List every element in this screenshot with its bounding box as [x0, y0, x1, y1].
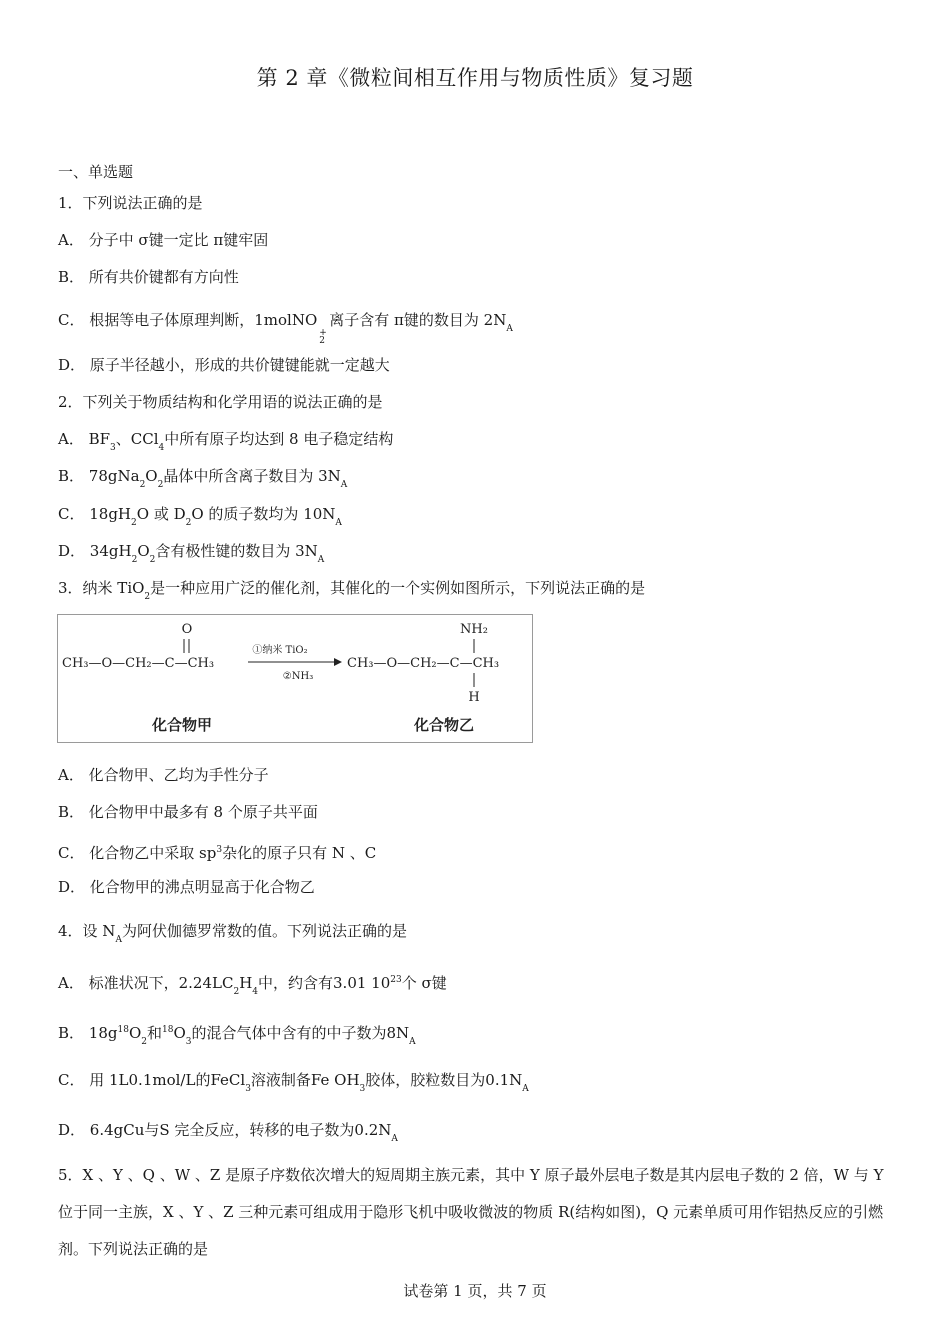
q3-option-c: C． 化合物乙中采取 $sp^3$杂化的原子只有 N 、C	[58, 844, 377, 862]
q1-stem: 1．下列说法正确的是	[58, 194, 203, 212]
q4-stem: 4．设 $N_A$为阿伏伽德罗常数的值。下列说法正确的是	[58, 922, 407, 945]
q3-option-d: D． 化合物甲的沸点明显高于化合物乙	[58, 878, 315, 896]
q3-option-a: A． 化合物甲、乙均为手性分子	[58, 766, 269, 784]
q2-option-c: C． $18gH_2O$ 或 $D_2O$ 的质子数均为 $10N_A$	[58, 505, 342, 528]
q1-c-text-2: 离子含有 π键的数目为 2N	[329, 311, 507, 329]
arrow-condition-2: ②NH₃	[282, 671, 314, 682]
label-compound-b: 化合物乙	[413, 716, 475, 734]
q3-option-b: B． 化合物甲中最多有 8 个原子共平面	[58, 803, 318, 821]
q1-option-a: A． 分子中 σ键一定比 π键牢固	[58, 231, 269, 249]
page-title: 第 2 章《微粒间相互作用与物质性质》复习题	[256, 66, 694, 90]
q4-option-d: D． 6.4gCu与S 完全反应，转移的电子数为$0.2N_A$	[58, 1121, 398, 1144]
section-heading: 一、单选题	[58, 163, 134, 181]
q5-stem: 5．X 、Y 、Q 、W 、Z 是原子序数依次增大的短周期主族元素，其中 Y 原子最外层电子数是其内层电子数的 2 倍，W 与 Y 位于同一主族，X 、Y 、Z 三种元素可组成用于隐形飞机中吸收微波的物质 R(结构如图)，Q 元素单质可用作铝热反应的引燃剂。下列说法正确的是	[58, 1166, 884, 1258]
page-footer: 试卷第 1 页，共 7 页	[403, 1282, 547, 1300]
arrow-condition-1: ①纳米 TiO₂	[252, 645, 308, 656]
right-h: H	[468, 690, 480, 705]
left-formula: CH₃—O—CH₂—C—CH₃	[62, 656, 215, 671]
left-carbonyl-o: O	[181, 622, 193, 637]
q3-stem: 3．纳米 TiO$_2$是一种应用广泛的催化剂，其催化的一个实例如图所示，下列说法正确的是	[58, 579, 646, 602]
q4-option-c: C． 用 1L0.1mol/L的FeCl$_3$溶液制备Fe $OH_3$胶体，胶粒数目为$0.1N_A$	[58, 1071, 529, 1094]
label-compound-a: 化合物甲	[151, 716, 213, 734]
q2-option-d: D． $34gH_2O_2$含有极性键的数目为 $3N_A$	[58, 542, 325, 565]
reaction-figure	[57, 614, 533, 743]
q1-option-b: B． 所有共价键都有方向性	[58, 268, 239, 286]
q4-option-b: B． $18g^{18}O_2$和$^{18}O_3$的混合气体中含有的中子数为$8N_A$	[58, 1024, 416, 1047]
q2-option-b: B． $78gNa_2O_2$晶体中所含离子数目为 $3N_A$	[58, 467, 348, 490]
q1-option-c	[58, 310, 513, 346]
q2-stem: 2．下列关于物质结构和化学用语的说法正确的是	[58, 393, 383, 411]
right-formula: CH₃—O—CH₂—C—CH₃	[347, 656, 500, 671]
q1-c-sub-a: A	[506, 324, 513, 334]
q1-c-text-1: C． 根据等电子体原理判断，1molNO	[58, 311, 318, 329]
q1-c-sup: +	[319, 328, 327, 338]
right-nh2: NH₂	[460, 622, 488, 637]
q1-option-d: D． 原子半径越小，形成的共价键键能就一定越大	[58, 356, 390, 374]
reaction-scheme	[58, 615, 532, 742]
q2-option-a: A． $BF_3$、CCl$_4$中所有原子均达到 8 电子稳定结构	[58, 430, 394, 453]
q4-option-a: A． 标准状况下，$2.24LC_2H_4$中，约含有3.01 $10^{23}$个 σ键	[58, 974, 447, 997]
q1-c-sub: 2	[319, 336, 325, 346]
